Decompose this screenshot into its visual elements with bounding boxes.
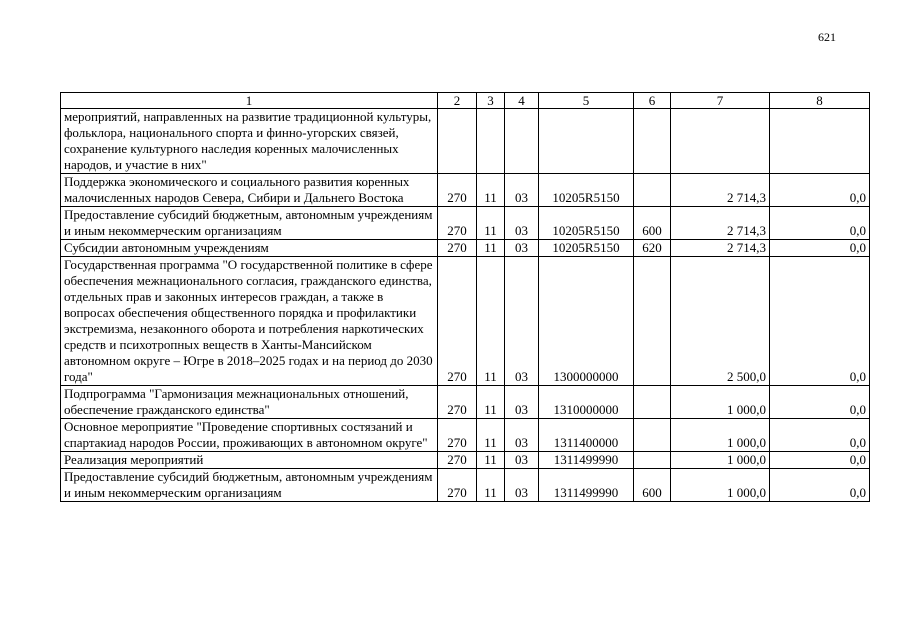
table-row <box>61 419 870 452</box>
cell-rz: 11 <box>477 419 505 452</box>
column-header: 3 <box>477 93 505 109</box>
column-header: 1 <box>61 93 438 109</box>
cell-sum2 <box>770 109 870 174</box>
cell-ved: 270 <box>438 386 477 419</box>
cell-name: Основное мероприятие "Проведение спортивных состязаний и спартакиад народов России, проживающих в автономном округе" <box>61 419 438 452</box>
cell-sum: 1 000,0 <box>671 419 770 452</box>
table-row <box>61 452 870 469</box>
cell-rz: 11 <box>477 207 505 240</box>
cell-vr: 600 <box>634 207 671 240</box>
column-header: 2 <box>438 93 477 109</box>
table-row <box>61 386 870 419</box>
cell-pr: 03 <box>505 469 539 502</box>
cell-sum2: 0,0 <box>770 386 870 419</box>
column-header: 4 <box>505 93 539 109</box>
cell-sum: 2 500,0 <box>671 257 770 386</box>
cell-ved: 270 <box>438 240 477 257</box>
cell-ved: 270 <box>438 469 477 502</box>
column-header: 7 <box>671 93 770 109</box>
cell-ved <box>438 109 477 174</box>
cell-name: Подпрограмма "Гармонизация межнациональных отношений, обеспечение гражданского единства" <box>61 386 438 419</box>
table-row <box>61 207 870 240</box>
cell-name: Поддержка экономического и социального развития коренных малочисленных народов Севера, Сибири и Дальнего Востока <box>61 174 438 207</box>
cell-vr <box>634 109 671 174</box>
cell-sum: 1 000,0 <box>671 386 770 419</box>
page-number: 621 <box>818 30 836 44</box>
table-row <box>61 240 870 257</box>
cell-pr <box>505 109 539 174</box>
cell-pr: 03 <box>505 386 539 419</box>
cell-sum2: 0,0 <box>770 419 870 452</box>
cell-csr: 1300000000 <box>539 257 634 386</box>
cell-name: Субсидии автономным учреждениям <box>61 240 438 257</box>
column-header: 5 <box>539 93 634 109</box>
cell-pr: 03 <box>505 257 539 386</box>
cell-sum: 2 714,3 <box>671 207 770 240</box>
cell-rz: 11 <box>477 257 505 386</box>
cell-csr: 1311499990 <box>539 469 634 502</box>
cell-name: мероприятий, направленных на развитие традиционной культуры, фольклора, национального спорта и финно-угорских связей, сохранение культурного наследия коренных малочисленных народов, и участие в них" <box>61 109 438 174</box>
cell-sum2: 0,0 <box>770 469 870 502</box>
table-body <box>61 109 870 502</box>
cell-csr: 1311400000 <box>539 419 634 452</box>
cell-sum: 1 000,0 <box>671 469 770 502</box>
cell-sum: 1 000,0 <box>671 452 770 469</box>
cell-ved: 270 <box>438 419 477 452</box>
cell-csr <box>539 109 634 174</box>
table-row <box>61 469 870 502</box>
cell-sum2: 0,0 <box>770 257 870 386</box>
cell-rz <box>477 109 505 174</box>
cell-name: Государственная программа "О государственной политике в сфере обеспечения межнационального согласия, гражданского единства, отдельных прав и законных интересов граждан, а также в вопросах обеспечения общественного порядка и профилактики экстремизма, незаконного оборота и потребления наркотических средств и психотропных веществ в Ханты-Мансийском автономном округе – Югре в 2018–2025 годах и на период до 2030 года" <box>61 257 438 386</box>
cell-pr: 03 <box>505 207 539 240</box>
cell-vr: 620 <box>634 240 671 257</box>
cell-rz: 11 <box>477 386 505 419</box>
cell-sum2: 0,0 <box>770 240 870 257</box>
cell-ved: 270 <box>438 452 477 469</box>
cell-rz: 11 <box>477 452 505 469</box>
cell-sum2: 0,0 <box>770 452 870 469</box>
cell-name: Предоставление субсидий бюджетным, автономным учреждениям и иным некоммерческим организациям <box>61 207 438 240</box>
cell-rz: 11 <box>477 240 505 257</box>
cell-name: Предоставление субсидий бюджетным, автономным учреждениям и иным некоммерческим организациям <box>61 469 438 502</box>
cell-pr: 03 <box>505 419 539 452</box>
cell-csr: 10205R5150 <box>539 240 634 257</box>
cell-pr: 03 <box>505 174 539 207</box>
cell-name: Реализация мероприятий <box>61 452 438 469</box>
column-header: 8 <box>770 93 870 109</box>
cell-rz: 11 <box>477 174 505 207</box>
cell-sum2: 0,0 <box>770 174 870 207</box>
cell-csr: 10205R5150 <box>539 207 634 240</box>
cell-sum <box>671 109 770 174</box>
cell-vr <box>634 419 671 452</box>
table-row <box>61 109 870 174</box>
table-row <box>61 174 870 207</box>
cell-pr: 03 <box>505 240 539 257</box>
cell-ved: 270 <box>438 207 477 240</box>
table-row <box>61 257 870 386</box>
cell-vr <box>634 257 671 386</box>
cell-vr: 600 <box>634 469 671 502</box>
cell-vr <box>634 452 671 469</box>
column-header: 6 <box>634 93 671 109</box>
cell-rz: 11 <box>477 469 505 502</box>
cell-ved: 270 <box>438 257 477 386</box>
cell-pr: 03 <box>505 452 539 469</box>
cell-sum: 2 714,3 <box>671 240 770 257</box>
cell-vr <box>634 386 671 419</box>
cell-csr: 1311499990 <box>539 452 634 469</box>
cell-csr: 10205R5150 <box>539 174 634 207</box>
budget-table <box>60 92 870 502</box>
cell-sum: 2 714,3 <box>671 174 770 207</box>
cell-vr <box>634 174 671 207</box>
cell-ved: 270 <box>438 174 477 207</box>
cell-sum2: 0,0 <box>770 207 870 240</box>
table-header-row <box>61 93 870 109</box>
cell-csr: 1310000000 <box>539 386 634 419</box>
